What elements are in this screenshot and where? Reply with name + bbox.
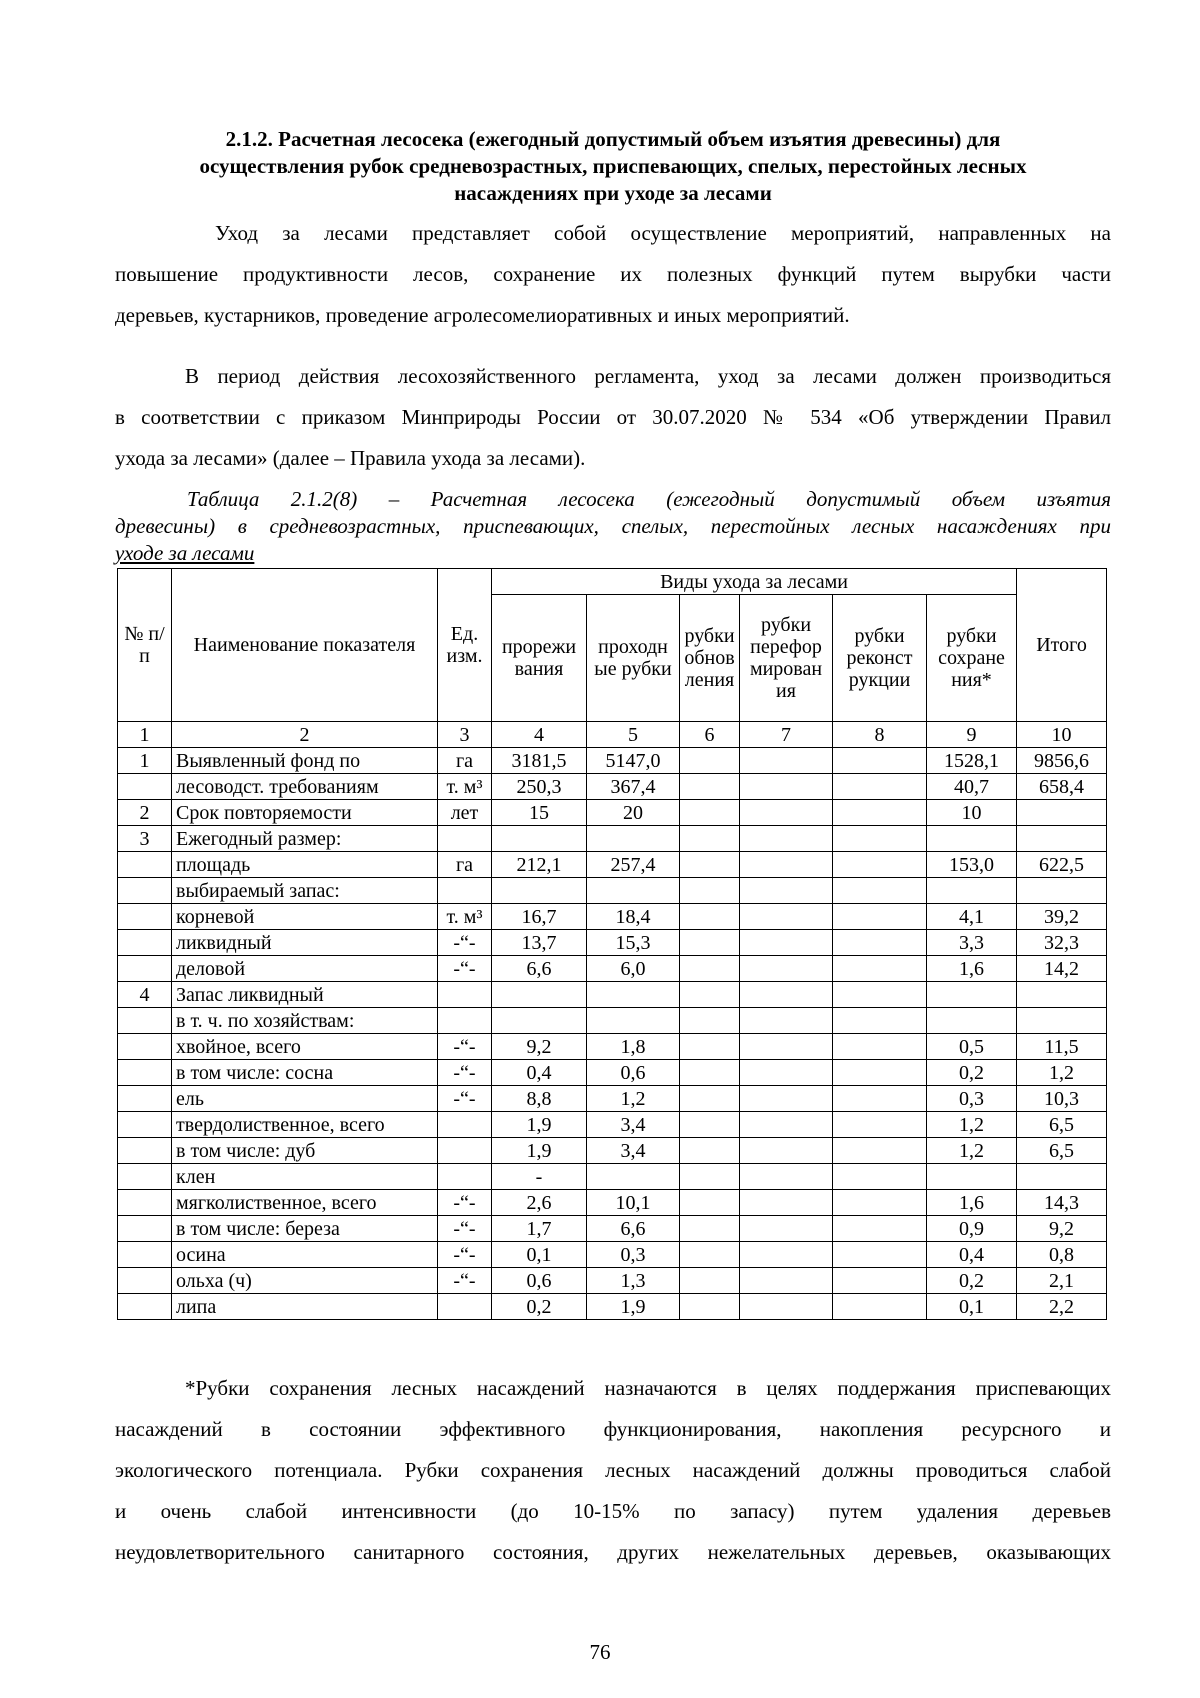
header-name: Наименование показателя	[172, 569, 438, 722]
value-thinning: 8,8	[492, 1086, 587, 1112]
value-reconstruction	[833, 1138, 927, 1164]
column-number: 4	[492, 722, 587, 748]
value-thinning	[492, 826, 587, 852]
row-indicator: площадь	[172, 852, 438, 878]
value-passage: 3,4	[587, 1112, 680, 1138]
row-unit: т. м³	[438, 774, 492, 800]
value-thinning	[492, 982, 587, 1008]
value-thinning: 3181,5	[492, 748, 587, 774]
value-reconstruction	[833, 956, 927, 982]
value-total: 14,3	[1017, 1190, 1107, 1216]
value-passage: 6,0	[587, 956, 680, 982]
row-indicator: корневой	[172, 904, 438, 930]
row-unit: лет	[438, 800, 492, 826]
row-number	[118, 852, 172, 878]
table-row	[118, 1086, 1107, 1112]
value-renewal	[680, 774, 740, 800]
row-number	[118, 1268, 172, 1294]
value-renewal	[680, 1164, 740, 1190]
paragraph-line: в соответствии с приказом Минприроды России от 30.07.2020 № 534 «Об утверждении Правил	[115, 405, 1111, 429]
row-unit: -“-	[438, 1190, 492, 1216]
table-row	[118, 904, 1107, 930]
value-reformation	[740, 930, 833, 956]
value-reconstruction	[833, 982, 927, 1008]
row-number: 4	[118, 982, 172, 1008]
row-indicator: мягколиственное, всего	[172, 1190, 438, 1216]
value-renewal	[680, 904, 740, 930]
row-indicator: Выявленный фонд по	[172, 748, 438, 774]
value-renewal	[680, 826, 740, 852]
header-type: рубки обнов ления	[680, 595, 740, 722]
column-number: 7	[740, 722, 833, 748]
value-passage: 1,3	[587, 1268, 680, 1294]
value-passage	[587, 1164, 680, 1190]
value-thinning: 6,6	[492, 956, 587, 982]
value-renewal	[680, 852, 740, 878]
value-thinning: 0,6	[492, 1268, 587, 1294]
value-thinning: 1,7	[492, 1216, 587, 1242]
value-thinning: 1,9	[492, 1138, 587, 1164]
row-unit	[438, 1294, 492, 1320]
value-reformation	[740, 1190, 833, 1216]
row-unit	[438, 1112, 492, 1138]
row-unit: -“-	[438, 1216, 492, 1242]
row-unit: -“-	[438, 1086, 492, 1112]
value-passage: 1,9	[587, 1294, 680, 1320]
row-indicator: клен	[172, 1164, 438, 1190]
value-reformation	[740, 748, 833, 774]
column-number: 3	[438, 722, 492, 748]
value-preservation	[927, 826, 1017, 852]
row-unit: га	[438, 852, 492, 878]
value-preservation: 153,0	[927, 852, 1017, 878]
footnote-line: насаждений в состоянии эффективного функционирования, накопления ресурсного и	[115, 1417, 1111, 1441]
table-row	[118, 1138, 1107, 1164]
value-reconstruction	[833, 1164, 927, 1190]
row-unit: -“-	[438, 1268, 492, 1294]
row-indicator: осина	[172, 1242, 438, 1268]
value-passage: 18,4	[587, 904, 680, 930]
value-renewal	[680, 1190, 740, 1216]
value-total	[1017, 982, 1107, 1008]
value-passage: 15,3	[587, 930, 680, 956]
paragraph-line: повышение продуктивности лесов, сохранение их полезных функций путем вырубки части	[115, 262, 1111, 286]
value-passage	[587, 1008, 680, 1034]
value-reconstruction	[833, 800, 927, 826]
value-preservation: 1,6	[927, 1190, 1017, 1216]
value-passage: 1,8	[587, 1034, 680, 1060]
column-number: 6	[680, 722, 740, 748]
row-unit	[438, 826, 492, 852]
table-row	[118, 930, 1107, 956]
row-unit	[438, 1008, 492, 1034]
row-number	[118, 1164, 172, 1190]
table-row	[118, 1008, 1107, 1034]
value-renewal	[680, 930, 740, 956]
value-renewal	[680, 982, 740, 1008]
value-reformation	[740, 904, 833, 930]
table-row	[118, 852, 1107, 878]
value-total: 39,2	[1017, 904, 1107, 930]
value-total: 9856,6	[1017, 748, 1107, 774]
value-preservation: 1,2	[927, 1112, 1017, 1138]
value-reconstruction	[833, 826, 927, 852]
value-renewal	[680, 956, 740, 982]
value-reconstruction	[833, 774, 927, 800]
header-type: рубки перефор мирован ия	[740, 595, 833, 722]
value-thinning: 250,3	[492, 774, 587, 800]
row-number	[118, 1034, 172, 1060]
value-reconstruction	[833, 748, 927, 774]
row-number	[118, 774, 172, 800]
value-total: 32,3	[1017, 930, 1107, 956]
table-row	[118, 774, 1107, 800]
table-row	[118, 1164, 1107, 1190]
value-total	[1017, 1164, 1107, 1190]
row-unit	[438, 1164, 492, 1190]
footnote	[115, 1368, 1111, 1573]
value-renewal	[680, 1242, 740, 1268]
row-number	[118, 1216, 172, 1242]
row-number	[118, 1138, 172, 1164]
value-preservation: 3,3	[927, 930, 1017, 956]
value-preservation: 4,1	[927, 904, 1017, 930]
table-caption	[115, 486, 1111, 567]
value-reconstruction	[833, 1060, 927, 1086]
value-thinning: 9,2	[492, 1034, 587, 1060]
value-thinning: 0,2	[492, 1294, 587, 1320]
value-total: 14,2	[1017, 956, 1107, 982]
column-number: 5	[587, 722, 680, 748]
value-reformation	[740, 774, 833, 800]
value-renewal	[680, 1086, 740, 1112]
value-reconstruction	[833, 930, 927, 956]
value-preservation: 0,2	[927, 1268, 1017, 1294]
column-number: 8	[833, 722, 927, 748]
value-preservation: 1,2	[927, 1138, 1017, 1164]
row-number: 3	[118, 826, 172, 852]
value-thinning: 0,1	[492, 1242, 587, 1268]
logging-table	[117, 568, 1107, 1320]
value-reformation	[740, 1086, 833, 1112]
row-number	[118, 1242, 172, 1268]
value-reconstruction	[833, 904, 927, 930]
value-passage	[587, 982, 680, 1008]
table-body	[118, 748, 1107, 1320]
value-preservation: 1528,1	[927, 748, 1017, 774]
value-reformation	[740, 1268, 833, 1294]
value-renewal	[680, 1112, 740, 1138]
value-preservation	[927, 1008, 1017, 1034]
value-total: 1,2	[1017, 1060, 1107, 1086]
section-heading	[115, 126, 1111, 207]
row-indicator: в том числе: дуб	[172, 1138, 438, 1164]
row-indicator: ольха (ч)	[172, 1268, 438, 1294]
table-row	[118, 1190, 1107, 1216]
value-reconstruction	[833, 1242, 927, 1268]
value-reconstruction	[833, 1112, 927, 1138]
value-renewal	[680, 1034, 740, 1060]
row-number	[118, 878, 172, 904]
column-number: 9	[927, 722, 1017, 748]
value-reformation	[740, 1164, 833, 1190]
table-row	[118, 1112, 1107, 1138]
value-preservation: 0,4	[927, 1242, 1017, 1268]
value-reformation	[740, 1216, 833, 1242]
row-indicator: твердолиственное, всего	[172, 1112, 438, 1138]
value-total: 2,2	[1017, 1294, 1107, 1320]
table-row	[118, 1242, 1107, 1268]
paragraph-line: ухода за лесами» (далее – Правила ухода за лесами).	[115, 446, 586, 470]
value-reformation	[740, 1242, 833, 1268]
footnote-line: и очень слабой интенсивности (до 10-15% по запасу) путем удаления деревьев	[115, 1499, 1111, 1523]
value-passage	[587, 826, 680, 852]
value-preservation: 40,7	[927, 774, 1017, 800]
value-thinning: 2,6	[492, 1190, 587, 1216]
row-indicator: в том числе: береза	[172, 1216, 438, 1242]
value-total	[1017, 878, 1107, 904]
table-row	[118, 1060, 1107, 1086]
value-reconstruction	[833, 852, 927, 878]
value-total	[1017, 826, 1107, 852]
value-reconstruction	[833, 1294, 927, 1320]
value-total: 0,8	[1017, 1242, 1107, 1268]
value-preservation: 0,3	[927, 1086, 1017, 1112]
value-total: 6,5	[1017, 1138, 1107, 1164]
row-number	[118, 1112, 172, 1138]
value-renewal	[680, 1008, 740, 1034]
value-thinning: 16,7	[492, 904, 587, 930]
value-preservation: 0,5	[927, 1034, 1017, 1060]
value-preservation	[927, 1164, 1017, 1190]
row-number	[118, 1008, 172, 1034]
footnote-line: экологического потенциала. Рубки сохранения лесных насаждений должны проводиться слабой	[115, 1458, 1111, 1482]
paragraph-line: Уход за лесами представляет собой осуществление мероприятий, направленных на	[215, 221, 1111, 245]
row-number	[118, 904, 172, 930]
value-total: 658,4	[1017, 774, 1107, 800]
row-indicator: ликвидный	[172, 930, 438, 956]
value-renewal	[680, 1216, 740, 1242]
value-reformation	[740, 1138, 833, 1164]
row-number	[118, 1294, 172, 1320]
value-renewal	[680, 800, 740, 826]
value-total: 11,5	[1017, 1034, 1107, 1060]
value-preservation: 0,9	[927, 1216, 1017, 1242]
value-renewal	[680, 1060, 740, 1086]
header-total: Итого	[1017, 569, 1107, 722]
value-preservation	[927, 878, 1017, 904]
value-reformation	[740, 1008, 833, 1034]
table-row	[118, 982, 1107, 1008]
row-indicator: выбираемый запас:	[172, 878, 438, 904]
value-renewal	[680, 1268, 740, 1294]
value-thinning: 13,7	[492, 930, 587, 956]
value-passage: 10,1	[587, 1190, 680, 1216]
row-number: 1	[118, 748, 172, 774]
column-number-row	[118, 722, 1107, 748]
value-passage: 5147,0	[587, 748, 680, 774]
table-row	[118, 800, 1107, 826]
header-type: рубки сохране ния*	[927, 595, 1017, 722]
value-preservation	[927, 982, 1017, 1008]
value-passage: 0,6	[587, 1060, 680, 1086]
row-indicator: лесоводст. требованиям	[172, 774, 438, 800]
row-indicator: Запас ликвидный	[172, 982, 438, 1008]
paragraph-regulation	[115, 356, 1111, 479]
value-reformation	[740, 956, 833, 982]
paragraph-line: В период действия лесохозяйственного регламента, уход за лесами должен производиться	[185, 364, 1111, 388]
column-number: 10	[1017, 722, 1107, 748]
header-type: прорежи вания	[492, 595, 587, 722]
value-total	[1017, 1008, 1107, 1034]
caption-line: Таблица 2.1.2(8) – Расчетная лесосека (ежегодный допустимый объем изъятия	[187, 487, 1111, 511]
value-thinning: -	[492, 1164, 587, 1190]
value-preservation: 0,2	[927, 1060, 1017, 1086]
value-reconstruction	[833, 1216, 927, 1242]
row-number	[118, 1060, 172, 1086]
value-passage: 367,4	[587, 774, 680, 800]
row-number	[118, 1086, 172, 1112]
row-unit: -“-	[438, 930, 492, 956]
row-indicator: Ежегодный размер:	[172, 826, 438, 852]
value-preservation: 10	[927, 800, 1017, 826]
value-passage: 6,6	[587, 1216, 680, 1242]
value-reformation	[740, 1034, 833, 1060]
row-indicator: ель	[172, 1086, 438, 1112]
header-type: рубки реконст рукции	[833, 595, 927, 722]
column-number: 1	[118, 722, 172, 748]
value-total: 10,3	[1017, 1086, 1107, 1112]
value-renewal	[680, 1294, 740, 1320]
row-indicator: хвойное, всего	[172, 1034, 438, 1060]
value-reformation	[740, 1060, 833, 1086]
value-reconstruction	[833, 1034, 927, 1060]
row-number	[118, 956, 172, 982]
table-row	[118, 878, 1107, 904]
row-number	[118, 1190, 172, 1216]
footnote-line: неудовлетворительного санитарного состояния, других нежелательных деревьев, оказывающих	[115, 1540, 1111, 1564]
table-row	[118, 1294, 1107, 1320]
value-preservation: 0,1	[927, 1294, 1017, 1320]
value-reconstruction	[833, 878, 927, 904]
paragraph-forest-care	[115, 213, 1111, 336]
value-passage	[587, 878, 680, 904]
row-unit	[438, 878, 492, 904]
paragraph-line: деревьев, кустарников, проведение агролесомелиоративных и иных мероприятий.	[115, 303, 850, 327]
table-row	[118, 1034, 1107, 1060]
value-reformation	[740, 1112, 833, 1138]
value-thinning	[492, 1008, 587, 1034]
row-unit: га	[438, 748, 492, 774]
value-passage: 1,2	[587, 1086, 680, 1112]
table-row	[118, 1268, 1107, 1294]
value-total: 9,2	[1017, 1216, 1107, 1242]
value-reformation	[740, 878, 833, 904]
value-thinning: 0,4	[492, 1060, 587, 1086]
footnote-line: *Рубки сохранения лесных насаждений назначаются в целях поддержания приспевающих	[185, 1376, 1111, 1400]
value-reformation	[740, 826, 833, 852]
value-reconstruction	[833, 1008, 927, 1034]
value-preservation: 1,6	[927, 956, 1017, 982]
row-indicator: деловой	[172, 956, 438, 982]
value-reconstruction	[833, 1190, 927, 1216]
row-unit: -“-	[438, 1242, 492, 1268]
row-indicator: в том числе: сосна	[172, 1060, 438, 1086]
table-row	[118, 748, 1107, 774]
heading-line: 2.1.2. Расчетная лесосека (ежегодный допустимый объем изъятия древесины) для	[225, 127, 1001, 151]
row-unit: -“-	[438, 1034, 492, 1060]
row-number: 2	[118, 800, 172, 826]
column-number: 2	[172, 722, 438, 748]
header-group: Виды ухода за лесами	[492, 569, 1017, 595]
table-row	[118, 956, 1107, 982]
value-thinning: 1,9	[492, 1112, 587, 1138]
header-type: проходн ые рубки	[587, 595, 680, 722]
value-thinning: 212,1	[492, 852, 587, 878]
value-thinning: 15	[492, 800, 587, 826]
row-indicator: в т. ч. по хозяйствам:	[172, 1008, 438, 1034]
row-unit: -“-	[438, 1060, 492, 1086]
value-passage: 20	[587, 800, 680, 826]
table-row	[118, 826, 1107, 852]
value-renewal	[680, 748, 740, 774]
row-unit: т. м³	[438, 904, 492, 930]
value-renewal	[680, 878, 740, 904]
header-unit: Ед. изм.	[438, 569, 492, 722]
row-unit: -“-	[438, 956, 492, 982]
value-passage: 257,4	[587, 852, 680, 878]
row-indicator: Срок повторяемости	[172, 800, 438, 826]
row-indicator: липа	[172, 1294, 438, 1320]
value-reconstruction	[833, 1268, 927, 1294]
value-total: 6,5	[1017, 1112, 1107, 1138]
value-reformation	[740, 852, 833, 878]
value-passage: 3,4	[587, 1138, 680, 1164]
value-thinning	[492, 878, 587, 904]
caption-line: древесины) в средневозрастных, приспевающих, спелых, перестойных лесных насаждениях при	[115, 514, 1111, 538]
page-number: 76	[589, 1640, 611, 1664]
row-number	[118, 930, 172, 956]
value-renewal	[680, 1138, 740, 1164]
row-unit	[438, 1138, 492, 1164]
row-unit	[438, 982, 492, 1008]
value-total	[1017, 800, 1107, 826]
value-total: 2,1	[1017, 1268, 1107, 1294]
heading-line: осуществления рубок средневозрастных, приспевающих, спелых, перестойных лесных	[199, 154, 1027, 178]
value-reformation	[740, 800, 833, 826]
value-reconstruction	[833, 1086, 927, 1112]
heading-line: насаждениях при уходе за лесами	[454, 181, 772, 205]
value-reformation	[740, 1294, 833, 1320]
value-passage: 0,3	[587, 1242, 680, 1268]
header-num: № п/п	[118, 569, 172, 722]
caption-line: уходе за лесами	[115, 541, 255, 565]
value-total: 622,5	[1017, 852, 1107, 878]
value-reformation	[740, 982, 833, 1008]
table-row	[118, 1216, 1107, 1242]
